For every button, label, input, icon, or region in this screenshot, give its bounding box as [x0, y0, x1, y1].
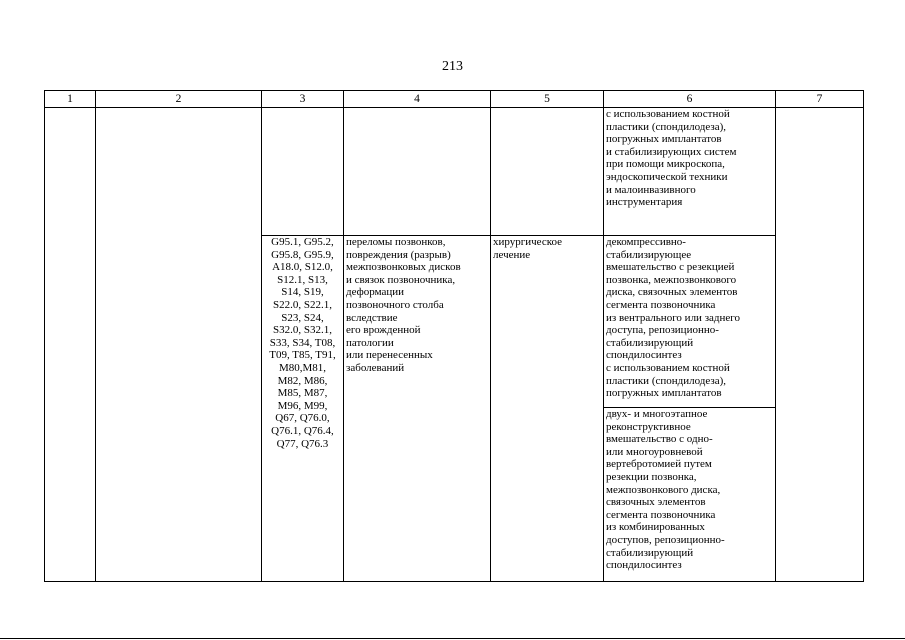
cell-col5	[491, 108, 604, 236]
cell-col3	[262, 108, 344, 236]
column-number-row	[45, 91, 864, 108]
column-header-3: 3	[262, 91, 344, 108]
column-header-7: 7	[776, 91, 864, 108]
column-header-2: 2	[96, 91, 262, 108]
column-header-5: 5	[491, 91, 604, 108]
procedure-description: с использованием костной пластики (спондилодеза), погружных имплантатов и стабилизирующих систем при помощи микроскопа, эндоскопической техники и малоинвазивного инструментария	[604, 108, 776, 236]
column-header-6: 6	[604, 91, 776, 108]
column-header-1: 1	[45, 91, 96, 108]
diagnosis-codes: G95.1, G95.2, G95.8, G95.9, A18.0, S12.0, S12.1, S13, S14, S19, S22.0, S22.1, S23, S24, S32.0, S32.1, S33, S34, T08, T09, T85, T91, M80,M81, M82, M86, M85, M87, M96, M99, Q67, Q76.0, Q76.1, Q76.4, Q77, Q76.3	[262, 236, 344, 582]
table-row	[45, 108, 864, 236]
disease-description: переломы позвонков, повреждения (разрыв) межпозвонковых дисков и связок позвоночника, деформации позвоночного столба вследствие его врожденной патологии или перенесенных заболеваний	[344, 236, 491, 582]
cell-col7	[776, 108, 864, 582]
cell-col4	[344, 108, 491, 236]
bottom-border-line	[0, 638, 905, 639]
treatment-type: хирургическое лечение	[491, 236, 604, 582]
procedure-description: двух- и многоэтапное реконструктивное вмешательство с одно- или многоуровневой вертебротомией путем резекции позвонка, межпозвонкового диска, связочных элементов сегмента позвоночника из комбинированных доступов, репозиционно- стабилизирующий спондилосинтез	[604, 408, 776, 582]
page-number: 213	[442, 59, 463, 74]
procedure-description: декомпрессивно- стабилизирующее вмешательство с резекцией позвонка, межпозвонкового диска, связочных элементов сегмента позвоночника из вентрального или заднего доступа, репозиционно- стабилизирующий спондилосинтез с использованием костной пластики (спондилодеза), погружных имплантатов	[604, 236, 776, 408]
cell-col1	[45, 108, 96, 582]
column-header-4: 4	[344, 91, 491, 108]
medical-care-table	[44, 90, 864, 582]
cell-col2	[96, 108, 262, 582]
